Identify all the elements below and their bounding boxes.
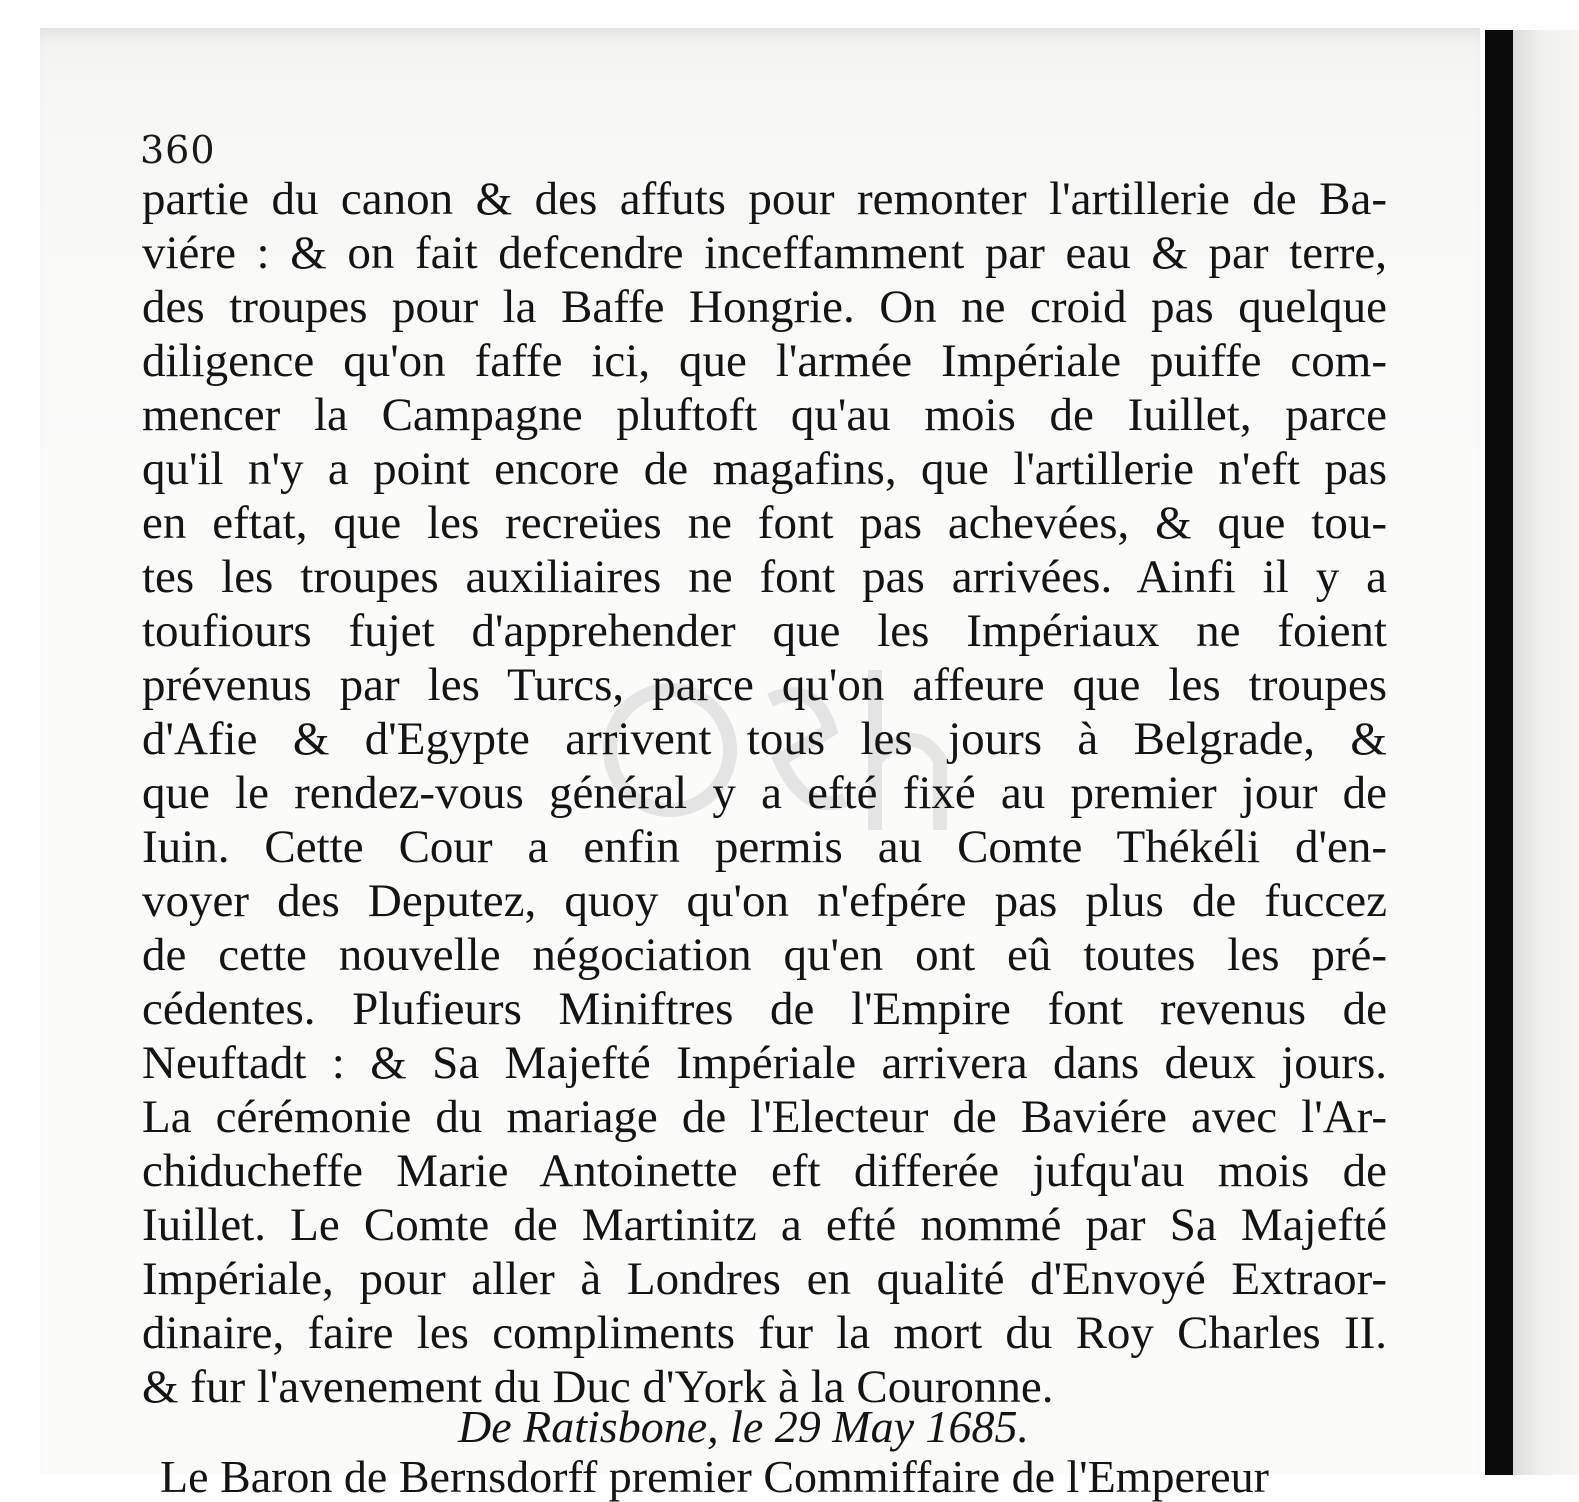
text-line: viére : & on fait defcendre inceffamment par eau & par terre, (142, 227, 1387, 279)
text-line: diligence qu'on faffe ici, que l'armée Impériale puiffe com- (142, 335, 1387, 387)
text-line: mencer la Campagne pluftoft qu'au mois de Iuillet, parce (142, 389, 1387, 441)
text-line: Impériale, pour aller à Londres en qualité d'Envoyé Extraor- (142, 1253, 1387, 1305)
truncated-line (160, 1451, 1390, 1502)
text-line: La cérémonie du mariage de l'Electeur de Baviére avec l'Ar- (142, 1091, 1387, 1143)
dateline-heading: De Ratisbone, le 29 May 1685. (458, 1401, 1030, 1452)
text-line: voyer des Deputez, quoy qu'on n'efpére pas plus de fuccez (142, 875, 1387, 927)
next-page-edge (1513, 30, 1579, 1475)
text-line: toufiours fujet d'apprehender que les Impériaux ne foient (142, 605, 1387, 657)
text-line: chiducheffe Marie Antoinette eft differée jufqu'au mois de (142, 1145, 1387, 1197)
text-line: tes les troupes auxiliaires ne font pas arrivées. Ainfi il y a (142, 551, 1387, 603)
text-line: & fur l'avenement du Duc d'York à la Couronne. (142, 1361, 1054, 1413)
text-line: Iuillet. Le Comte de Martinitz a efté nommé par Sa Majefté (142, 1199, 1387, 1251)
article-body (142, 172, 1387, 1414)
truncated-line-text: Le Baron de Bernsdorff premier Commiffaire de l'Empereur (160, 1451, 1269, 1502)
text-line: prévenus par les Turcs, parce qu'on affeure que les troupes (142, 659, 1387, 711)
text-line: de cette nouvelle négociation qu'en ont eû toutes les pré- (142, 929, 1387, 981)
page-number: 360 (140, 128, 216, 172)
text-line: qu'il n'y a point encore de magafins, que l'artillerie n'eft pas (142, 443, 1387, 495)
text-line: des troupes pour la Baffe Hongrie. On ne croid pas quelque (142, 281, 1387, 333)
text-line: partie du canon & des affuts pour remonter l'artillerie de Ba- (142, 173, 1387, 225)
text-line: Neuftadt : & Sa Majefté Impériale arrivera dans deux jours. (142, 1037, 1387, 1089)
text-line: cédentes. Plufieurs Miniftres de l'Empire font revenus de (142, 983, 1387, 1035)
text-line: d'Afie & d'Egypte arrivent tous les jours à Belgrade, & (142, 713, 1387, 765)
text-line: en eftat, que les recreües ne font pas achevées, & que tou- (142, 497, 1387, 549)
text-line: que le rendez-vous général y a efté fixé au premier jour de (142, 767, 1387, 819)
binding-gutter (1485, 30, 1513, 1475)
text-line: Iuin. Cette Cour a enfin permis au Comte Thékéli d'en- (142, 821, 1387, 873)
text-line: dinaire, faire les compliments fur la mort du Roy Charles II. (142, 1307, 1387, 1359)
